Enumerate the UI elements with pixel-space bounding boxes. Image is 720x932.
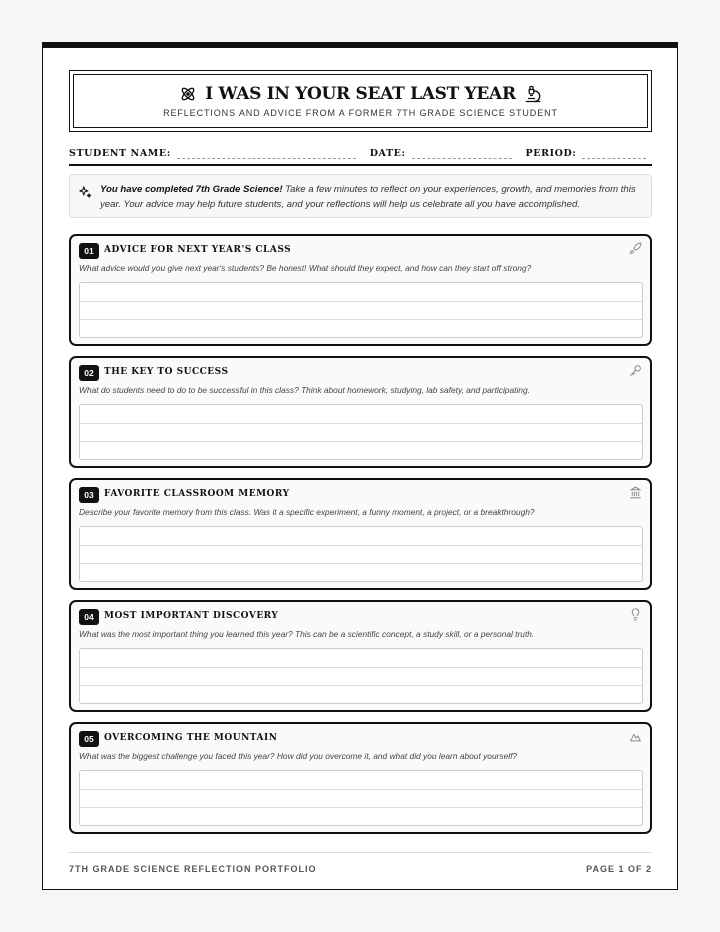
page-title: I WAS IN YOUR SEAT LAST YEAR [205,84,516,104]
answer-area[interactable] [79,770,643,826]
question-title: ADVICE FOR NEXT YEAR'S CLASS [104,245,292,255]
question-number: 03 [79,487,99,503]
lightbulb-icon [629,608,642,621]
landmark-icon [629,486,642,499]
answer-area[interactable] [79,404,643,460]
page-number: PAGE 1 OF 2 [586,864,652,874]
date-field[interactable] [412,146,512,159]
page-subtitle: REFLECTIONS AND ADVICE FROM A FORMER 7TH GRADE SCIENCE STUDENT [163,108,558,118]
student-name-field[interactable] [177,146,356,159]
answer-area[interactable] [79,282,643,338]
question-card-2 [69,356,652,468]
question-card-4 [69,600,652,712]
answer-area[interactable] [79,526,643,582]
question-number: 04 [79,609,99,625]
question-number: 01 [79,243,99,259]
date-label: DATE: [369,148,406,159]
title-box [69,70,652,132]
question-prompt: What was the biggest challenge you faced this year? How did you overcome it, and what did you learn about yourself? [79,751,518,761]
question-prompt: What do students need to do to be successful in this class? Think about homework, studying, lab safety, and participating. [79,385,530,395]
answer-area[interactable] [79,648,643,704]
footer-title: 7TH GRADE SCIENCE REFLECTION PORTFOLIO [69,864,317,874]
page-footer [69,852,652,874]
question-title: OVERCOMING THE MOUNTAIN [104,733,278,743]
period-field[interactable] [582,146,646,159]
question-prompt: Describe your favorite memory from this class. Was it a specific experiment, a funny moment, a project, or a breakthrough? [79,507,535,517]
intro-text: Take a few minutes to reflect on your experiences, growth, and memories from this year. Your advice may help future students, and your reflections will help us celebrate all you have accomplished. [100,184,636,210]
question-title: MOST IMPORTANT DISCOVERY [104,611,279,621]
question-title: THE KEY TO SUCCESS [104,367,229,377]
question-prompt: What was the most important thing you learned this year? This can be a scientific concept, a study skill, or a personal truth. [79,629,535,639]
intro-box [69,174,652,218]
question-title: FAVORITE CLASSROOM MEMORY [104,489,290,499]
mountain-icon [629,730,642,743]
question-number: 05 [79,731,99,747]
atom-icon [179,85,197,103]
question-card-3 [69,478,652,590]
student-info-row [69,146,652,166]
question-card-1 [69,234,652,346]
student-name-label: STUDENT NAME: [69,148,171,159]
question-card-5 [69,722,652,834]
period-label: PERIOD: [525,148,577,159]
intro-bold: You have completed 7th Grade Science! [100,184,283,195]
sparkle-icon [78,185,92,199]
microscope-icon [524,85,542,103]
question-prompt: What advice would you give next year's students? Be honest! What should they expect, and how can they start off strong? [79,263,532,273]
worksheet-page [42,42,678,890]
question-number: 02 [79,365,99,381]
key-icon [629,364,642,377]
rocket-icon [629,242,642,255]
